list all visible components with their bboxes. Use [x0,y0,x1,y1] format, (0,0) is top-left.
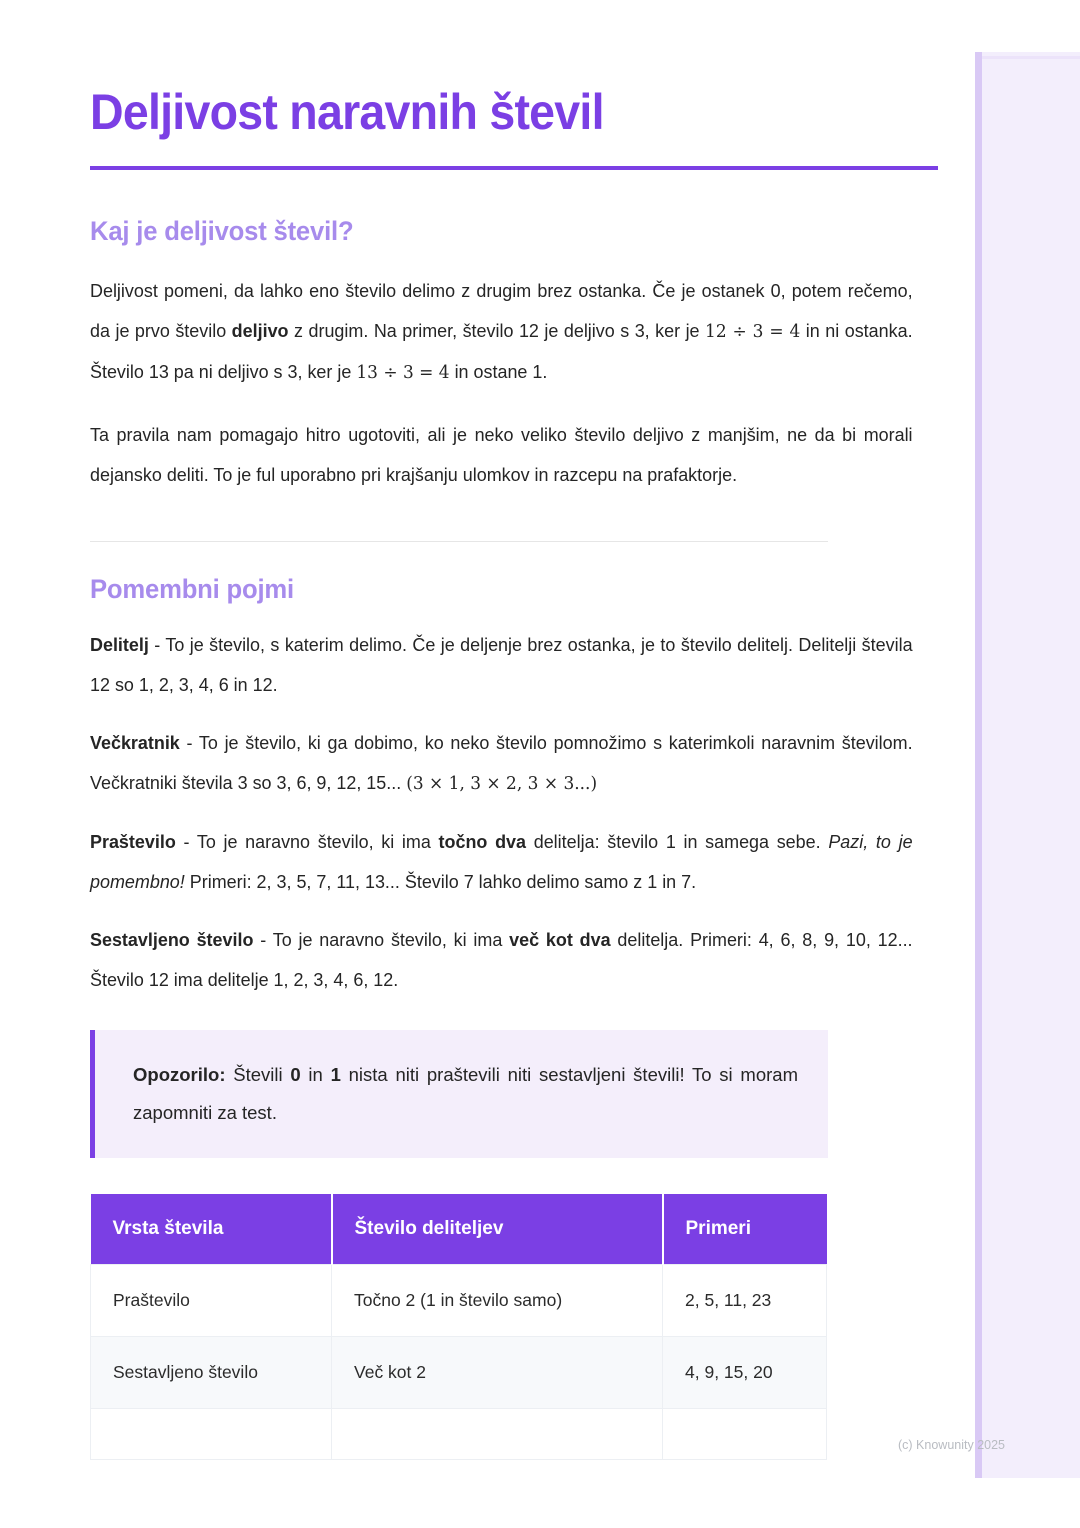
term-text-veckratnik: To je število, ki ga dobimo, ko neko število pomnožimo s katerimkoli naravnim številom. Večkratniki števila 3 so 3, 6, 9, 12, 15... [90,731,913,793]
term-label-delitelj: Delitelj [90,633,149,655]
term-text-delitelj: To je število, s katerim delimo. Če je deljenje brez ostanka, je to število delitelj. Delitelji števila 12 so 1, 2, 3, 4, 6 in 12. [90,633,913,695]
table-header [91,1194,827,1265]
term-italic-pazi: Pazi, to je pomembno! [90,830,913,892]
term-bold-tocno-dva: točno dva [438,830,527,852]
term-dash-0: - [148,633,166,655]
table-body [91,1264,827,1459]
table-header-cell-primeri: Primeri [663,1194,827,1265]
right-side-panel-hairline [982,56,1080,59]
intro-text-part-4: in ostane 1. [449,360,548,382]
intro-paragraph-1 [90,247,913,393]
table-header-cell-stevilo-deliteljev: Število deliteljev [332,1194,663,1265]
table-cell-divisors: Točno 2 (1 in število samo) [332,1264,663,1336]
table-cell-type [91,1408,332,1459]
right-side-panel [975,52,1080,1478]
table-row [91,1264,827,1336]
term-bold-vec-kot-dva: več kot dva [509,928,611,950]
callout-bold-zero: 0 [290,1063,301,1085]
term-label-sestavljeno: Sestavljeno število [90,928,254,950]
term-text-sestavljeno-2: delitelja. Primeri: 4, 6, 8, 9, 10, 12... Število 12 ima delitelje 1, 2, 3, 4, 6, 12. [90,928,913,990]
term-text-prastevilo-3: Primeri: 2, 3, 5, 7, 11, 13... Število 7 lahko delimo samo z 1 in 7. [184,870,697,892]
callout-text-3: nista niti praštevili niti sestavljeni števili! To si moram zapomniti za test. [133,1063,798,1123]
section-heading-intro: Kaj je deljivost števil? [90,215,354,246]
table-cell-divisors: Več kot 2 [332,1336,663,1408]
term-text-prastevilo-2: delitelja: število 1 in samega sebe. [526,830,829,852]
term-dash-3: - [253,928,273,950]
table-cell-examples [663,1408,827,1459]
term-dash-2: - [175,830,197,852]
intro-paragraph-2: Ta pravila nam pomagajo hitro ugotoviti, ali je neko veliko število deljivo z manjšim, ne da bi morali dejansko deliti. To je ful uporabno pri krajšanju ulomkov in razcepu na prafaktorje. [90,423,913,485]
intro-math-expression-1: 12 ÷ 3 = 4 [705,321,801,342]
intro-bold-deljivo: deljivo [231,319,289,341]
table-header-row [91,1194,827,1265]
table-header-cell-vrsta: Vrsta števila [91,1194,332,1265]
number-types-table [90,1194,827,1460]
term-math-veckratnik: (3 × 1, 3 × 2, 3 × 3...) [406,773,598,794]
term-text-prastevilo-1: To je naravno število, ki ima [196,830,439,852]
table-cell-type: Sestavljeno število [91,1336,332,1408]
document-content [90,0,938,1460]
copyright-watermark: (c) Knowunity 2025 [898,1438,1006,1452]
table-cell-examples: 2, 5, 11, 23 [663,1264,827,1336]
term-paragraph-veckratnik [90,705,913,804]
intro-text-part-3: in ni ostanka. Število 13 pa ni deljivo s 3, ker je [90,319,913,382]
table-cell-divisors [332,1408,663,1459]
warning-callout [90,1030,828,1158]
table-cell-examples: 4, 9, 15, 20 [663,1336,827,1408]
term-paragraph-sestavljeno [90,902,913,1000]
term-label-veckratnik: Večkratnik [90,731,180,753]
term-text-sestavljeno-1: To je naravno število, ki ima [272,928,510,950]
right-side-panel-edge [975,52,982,1478]
intro-text-part-2: z drugim. Na primer, število 12 je deljivo s 3, ker je [288,319,706,341]
callout-text [133,1056,798,1132]
section-heading-terms: Pomembni pojmi [90,573,294,604]
callout-text-1: Števili [225,1063,291,1085]
term-paragraph-delitelj [90,605,913,705]
term-dash-1: - [179,731,199,753]
callout-label: Opozorilo: [133,1063,226,1085]
intro-text-part-1: Deljivost pomeni, da lahko eno število delimo z drugim brez ostanka. Če je ostanek 0, potem rečemo, da je prvo število [90,279,913,341]
table-cell-type: Praštevilo [91,1264,332,1336]
table-row [91,1336,827,1408]
callout-bold-one: 1 [330,1063,341,1085]
page-title: Deljivost naravnih števil [90,84,604,140]
callout-text-2: in [300,1063,331,1085]
term-label-prastevilo: Praštevilo [90,830,176,852]
term-paragraph-prastevilo [90,804,913,902]
table-row-partial [91,1408,827,1459]
intro-math-expression-2: 13 ÷ 3 = 4 [356,362,450,383]
